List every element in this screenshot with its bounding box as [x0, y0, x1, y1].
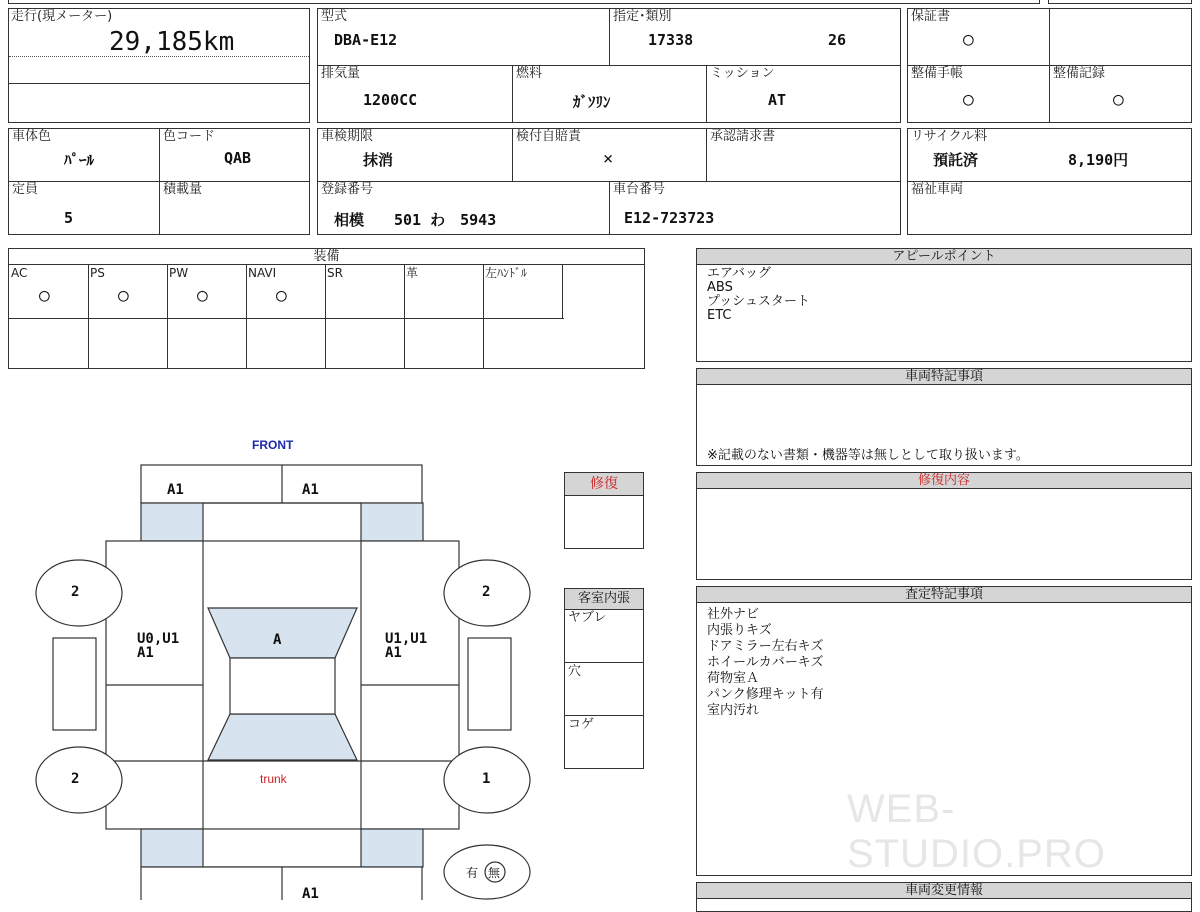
- front-left-damage: A1: [167, 482, 184, 498]
- watermark: WEB-STUDIO.PRO: [847, 787, 1106, 876]
- displacement-value: 1200CC: [363, 91, 418, 109]
- divider: [9, 83, 309, 84]
- recycle-amount: 8,190円: [1068, 151, 1129, 169]
- repair-title: 修復内容: [697, 473, 1191, 489]
- dotted-divider: [9, 56, 309, 57]
- capacity-value: 5: [64, 209, 74, 227]
- divider: [565, 662, 643, 663]
- divider: [706, 129, 707, 181]
- transmission-label: ミッション: [710, 66, 775, 81]
- interior-row: 穴: [568, 664, 582, 679]
- designation-label: 指定･類別: [613, 9, 672, 24]
- changes-panel: [696, 882, 1192, 912]
- divider: [318, 65, 900, 66]
- equipment-label: 左ﾊﾝﾄﾞﾙ: [485, 266, 528, 280]
- tire-rear-left: 2: [71, 771, 80, 787]
- equipment-label: PW: [169, 266, 189, 280]
- body-color-label: 車体色: [12, 129, 52, 144]
- divider: [609, 9, 610, 65]
- appeal-panel: [696, 248, 1192, 362]
- inspection-value: 抹消: [363, 151, 394, 169]
- recycle-box: [907, 128, 1192, 235]
- interior-box: [564, 588, 644, 769]
- right-door-damage: U1,U1 A1: [385, 631, 428, 661]
- divider: [88, 264, 89, 369]
- insurance-value: ×: [603, 149, 614, 169]
- model-box: [317, 8, 901, 123]
- tire-rear-right: 1: [482, 771, 491, 787]
- roof-damage: A: [273, 632, 282, 648]
- divider: [9, 318, 564, 319]
- capacity-label: 定員: [12, 182, 39, 197]
- front-right-damage: A1: [302, 482, 319, 498]
- tire-front-right: 2: [482, 584, 491, 600]
- displacement-label: 排気量: [321, 66, 361, 81]
- maintenance-record-label: 整備記録: [1053, 66, 1106, 81]
- repair-side-title: 修復: [565, 473, 643, 496]
- divider: [159, 129, 160, 235]
- assessment-panel: [696, 586, 1192, 876]
- divider: [609, 181, 610, 235]
- divider: [512, 129, 513, 181]
- special-notes-title: 車両特記事項: [697, 369, 1191, 385]
- color-box: [8, 128, 310, 235]
- equipment-label: AC: [11, 266, 28, 280]
- special-notes-panel: [696, 368, 1192, 466]
- model-value: DBA-E12: [334, 31, 398, 49]
- maintenance-book-value: ○: [963, 89, 974, 110]
- spare-present: 有: [466, 866, 479, 880]
- registration-value: 相模 501 わ 5943: [334, 211, 497, 229]
- warranty-box: [907, 8, 1192, 123]
- spare-absent: 無: [488, 866, 501, 880]
- load-label: 積載量: [163, 182, 203, 197]
- category-value: 26: [828, 31, 847, 49]
- divider: [167, 264, 168, 369]
- equipment-label: SR: [327, 266, 343, 280]
- divider: [404, 264, 405, 369]
- front-label: FRONT: [252, 438, 294, 452]
- divider: [246, 264, 247, 369]
- rear-center-damage: A1: [302, 886, 319, 902]
- repair-side-box: [564, 472, 644, 549]
- transmission-value: AT: [768, 91, 787, 109]
- divider: [9, 181, 309, 182]
- divider: [325, 264, 326, 369]
- appeal-title: アピールポイント: [697, 249, 1191, 265]
- equipment-value: ○: [118, 285, 129, 306]
- approval-label: 承認請求書: [710, 129, 776, 144]
- car-diagram: [0, 430, 560, 900]
- equipment-label: 革: [406, 266, 419, 280]
- assessment-text: 社外ナビ 内張りキズ ドアミラー左右キズ ホイールカバーキズ 荷物室Ａ パンク修理キット有 室内汚れ: [707, 607, 824, 718]
- car-diagram-svg: [0, 430, 560, 900]
- equipment-value: ○: [276, 285, 287, 306]
- body-color-value: ﾊﾟｰﾙ: [64, 151, 95, 169]
- chassis-label: 車台番号: [613, 182, 666, 197]
- model-label: 型式: [321, 9, 348, 24]
- interior-title: 客室内張: [565, 589, 643, 610]
- color-code-value: QAB: [224, 149, 252, 167]
- divider: [512, 65, 513, 123]
- designation-value: 17338: [648, 31, 694, 49]
- mileage-value: 29,185km: [109, 27, 235, 57]
- mileage-label: 走行(現メーター): [11, 9, 113, 24]
- assessment-title: 査定特記事項: [697, 587, 1191, 603]
- repair-panel: [696, 472, 1192, 580]
- appeal-text: エアバッグ ABS プッシュスタート ETC: [707, 266, 810, 323]
- divider: [565, 715, 643, 716]
- fuel-label: 燃料: [516, 66, 543, 81]
- interior-row: コゲ: [568, 717, 595, 732]
- inspection-label: 車検期限: [321, 129, 374, 144]
- welfare-label: 福祉車両: [911, 182, 964, 197]
- divider: [562, 264, 563, 318]
- trunk-label: trunk: [260, 772, 287, 786]
- mileage-box: [8, 8, 310, 123]
- warranty-label: 保証書: [911, 9, 951, 24]
- special-notes-text: ※記載のない書類・機器等は無しとして取り扱います。: [707, 448, 1029, 463]
- warranty-value: ○: [963, 29, 974, 50]
- chassis-value: E12-723723: [624, 209, 715, 227]
- maintenance-book-label: 整備手帳: [911, 66, 964, 81]
- color-code-label: 色コード: [163, 129, 216, 144]
- divider: [706, 65, 707, 123]
- equipment-title: 装備: [9, 249, 644, 265]
- tire-front-left: 2: [71, 584, 80, 600]
- equipment-label: PS: [90, 266, 105, 280]
- maintenance-record-value: ○: [1113, 89, 1124, 110]
- insurance-label: 検付自賠責: [516, 129, 582, 144]
- fuel-value: ｶﾞｿﾘﾝ: [573, 93, 611, 111]
- equipment-table: [8, 248, 645, 369]
- equipment-value: ○: [39, 285, 50, 306]
- registration-label: 登録番号: [321, 182, 374, 197]
- top-strip-right: [1048, 0, 1192, 4]
- inspection-box: [317, 128, 901, 235]
- divider: [9, 264, 644, 265]
- top-strip-left: [8, 0, 1040, 4]
- interior-row: ヤブレ: [568, 610, 607, 625]
- changes-title: 車両変更情報: [697, 883, 1191, 899]
- recycle-label: リサイクル料: [911, 129, 988, 144]
- equipment-label: NAVI: [248, 266, 277, 280]
- recycle-status: 預託済: [933, 151, 979, 169]
- divider: [1049, 9, 1050, 123]
- left-door-damage: U0,U1 A1: [137, 631, 180, 661]
- equipment-value: ○: [197, 285, 208, 306]
- divider: [483, 264, 484, 369]
